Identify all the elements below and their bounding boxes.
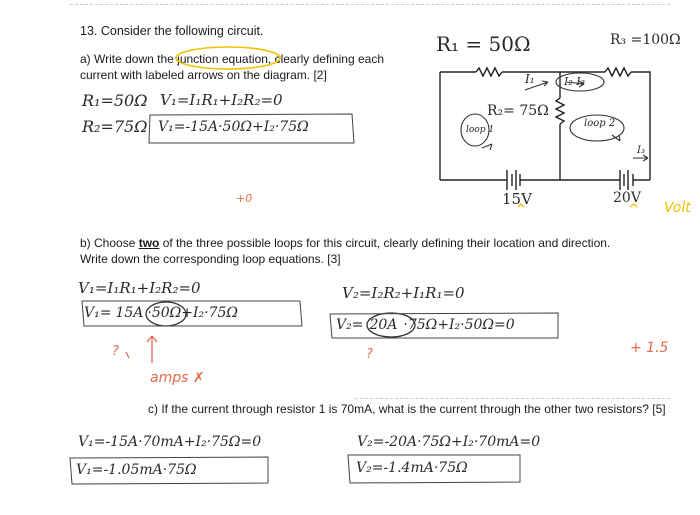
hw-c-left-line1: V₁=-15A·70mA+I₂·75Ω=0 [78, 434, 262, 450]
hw-a-line2-left: R₂=75Ω [82, 117, 148, 136]
hw-b-left-post: ·50Ω+I₂·75Ω [147, 305, 239, 321]
hw-c-left-line2: V₁=-1.05mA·75Ω [76, 462, 197, 478]
junction-highlight-circle [176, 47, 280, 69]
part-b-two: two [138, 236, 160, 250]
r3-label: R₃ =100Ω [610, 32, 681, 48]
resistor-r3-zigzag [605, 68, 631, 76]
volt-text: Volt [664, 200, 691, 216]
hw-a-line2-right: V₁=-15A·50Ω+I₂·75Ω [158, 119, 309, 135]
hw-a-line1-right: V₁=I₁R₁+I₂R₂=0 [160, 91, 283, 109]
part-a-line2: current with labeled arrows on the diagram. [2] [80, 68, 327, 82]
part-b-line1-post: of the three possible loops for this circuit, clearly defining their location and direction. [159, 236, 611, 250]
hw-b-left-line2 [84, 305, 238, 321]
grader-question-right: ? [366, 347, 373, 362]
hw-b-right-circled: 20A [369, 317, 398, 333]
hw-b-left-circled: 15A [115, 305, 144, 321]
wire-top-right [631, 72, 650, 180]
hw-b-right-pre: V₂= [336, 317, 364, 333]
battery1-label: 15V [502, 190, 532, 208]
resistor-r1-zigzag [476, 68, 502, 76]
battery-2 [620, 170, 633, 190]
hw-b-right-post: ·75Ω+I₂·50Ω=0 [403, 317, 515, 333]
part-a-line1-pre: a) Write down [80, 52, 158, 66]
hw-a-line1-left: R₁=50Ω [82, 91, 148, 110]
grader-question-left: ? [112, 344, 119, 359]
grader-arrow-up [147, 336, 157, 363]
part-a-junction: junction equation [177, 52, 268, 66]
loop1-label: loop 1 [466, 125, 495, 135]
hw-c-right-line2: V₂=-1.4mA·75Ω [356, 460, 468, 476]
question-title: 13. Consider the following circuit. [80, 24, 264, 38]
part-a-the: the [157, 52, 174, 66]
grader-mark-plus0: +0 [236, 192, 253, 205]
grader-tick-left [126, 352, 129, 358]
hw-b-right-line2 [336, 317, 515, 333]
battery2-label: 20V [613, 190, 641, 206]
i3-right-label: I₃ [637, 145, 645, 156]
hw-b-left-line1: V₁=I₁R₁+I₂R₂=0 [78, 279, 201, 297]
hw-b-left-pre: V₁= [84, 305, 112, 321]
r1-label: R₁ = 50Ω [436, 32, 531, 56]
part-a-line1-post: , clearly defining each [267, 52, 384, 66]
part-c-line1: c) If the current through resistor 1 is 70mA, what is the current through the other two resistors? [5] [148, 402, 666, 416]
i2i3-label: I₂ I₃ [564, 75, 586, 88]
battery-1 [507, 170, 520, 190]
loop2-label: loop 2 [584, 118, 616, 129]
hw-b-right-line1: V₂=I₂R₂+I₁R₁=0 [342, 284, 465, 302]
r2-label: R₂= 75Ω [487, 103, 549, 119]
grader-mark-plus15: + 1.5 [630, 340, 669, 356]
resistor-r2-zigzag [556, 98, 564, 124]
hw-c-right-line1: V₂=-20A·75Ω+I₂·70mA=0 [357, 434, 541, 450]
part-b-line2: Write down the corresponding loop equations. [3] [80, 252, 341, 266]
loop1-arrow [482, 144, 492, 150]
part-b-line1-pre: b) Choose [80, 236, 139, 250]
i1-label: I₁ [525, 72, 535, 86]
grader-amps-x: amps ✗ [150, 370, 205, 386]
